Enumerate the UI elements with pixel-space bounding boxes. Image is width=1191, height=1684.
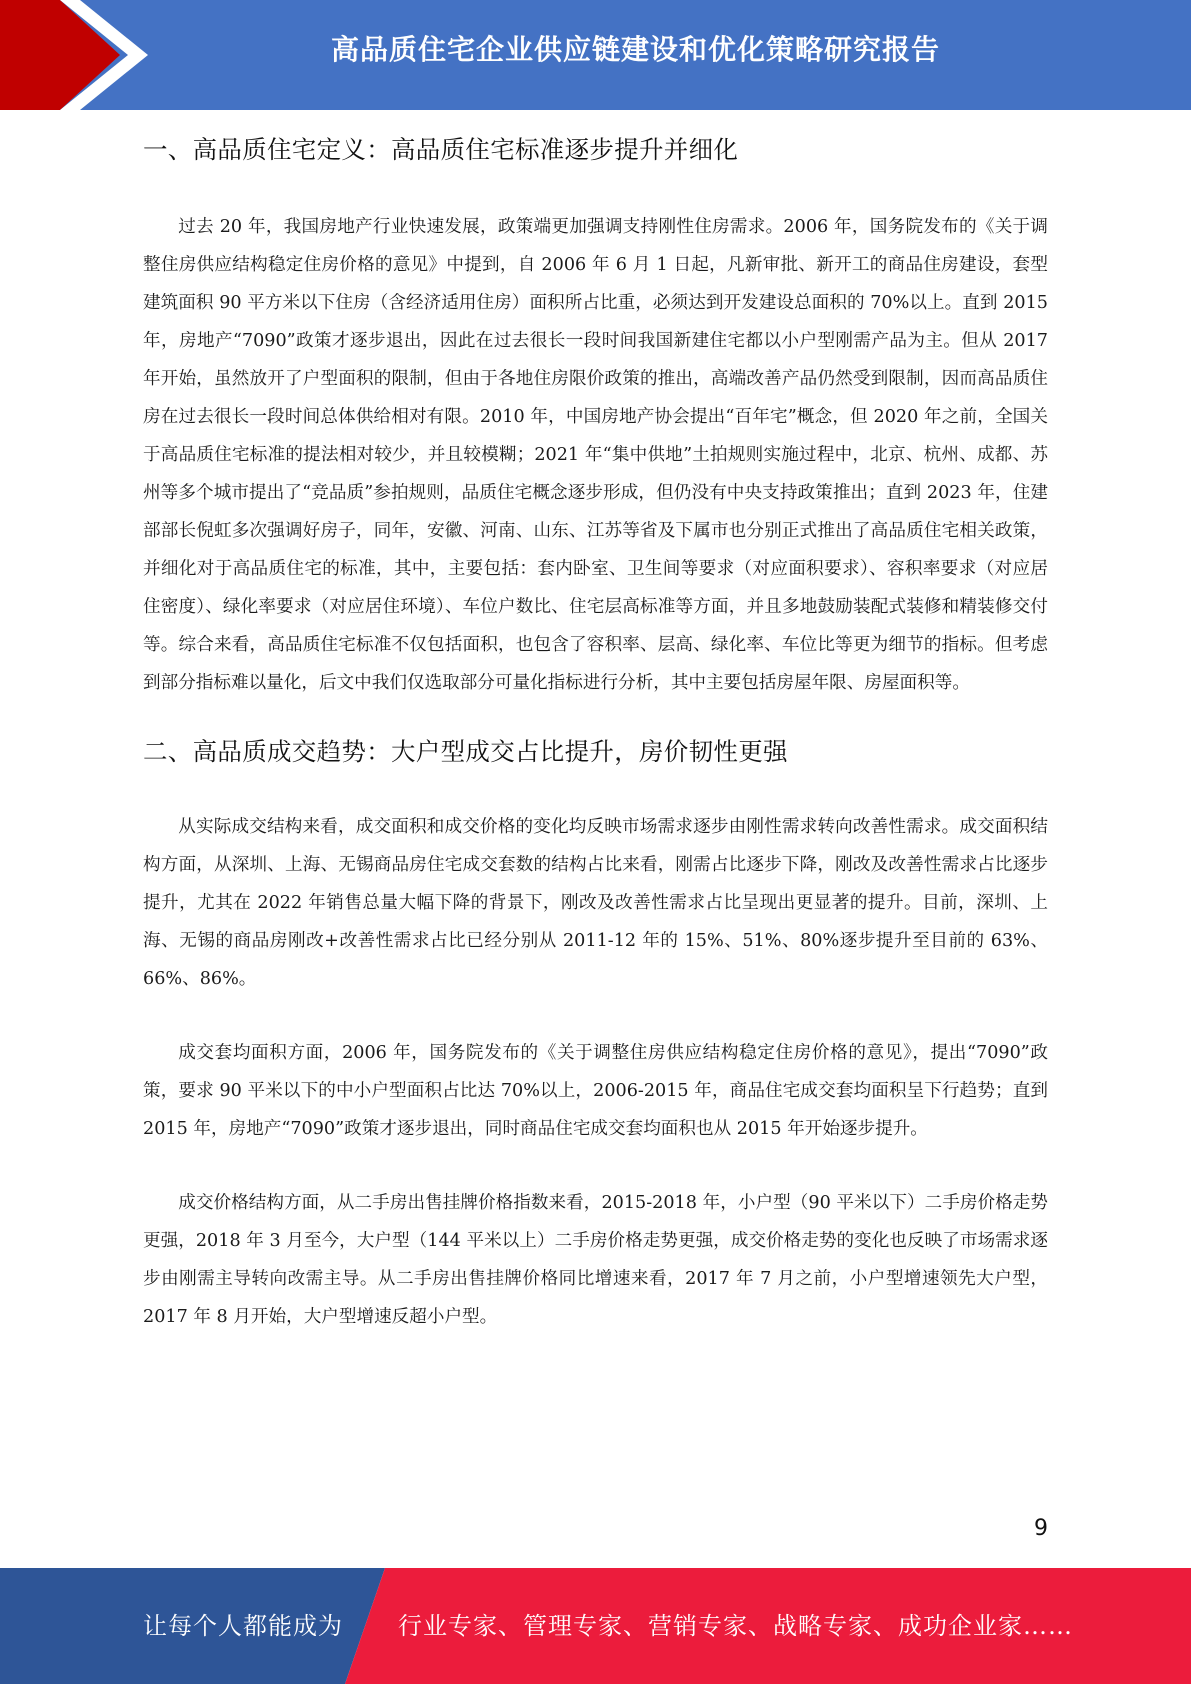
header-chevron-decoration [0,0,160,110]
section-1-paragraph-1: 过去 20 年，我国房地产行业快速发展，政策端更加强调支持刚性住房需求。2006 年，国务院发布的《关于调整住房供应结构稳定住房价格的意见》中提到，自 2006 年 6 月 1 日起，凡新审批、新开工的商品住房建设，套型建筑面积 90 平方米以下住房（含经济适用住房）面积所占比重，必须达到开发建设总面积的 70%以上。直到 2015 年，房地产“7090”政策才逐步退出，因此在过去很长一段时间我国新建住宅都以小户型刚需产品为主。但从 2017 年开始，虽然放开了户型面积的限制，但由于各地住房限价政策的推出，高端改善产品仍然受到限制，因而高品质住房在过去很长一段时间总体供给相对有限。2010 年，中国房地产协会提出“百年宅”概念，但 2020 年之前，全国关于高品质住宅标准的提法相对较少，并且较模糊；2021 年“集中供地”土拍规则实施过程中，北京、杭州、成都、苏州等多个城市提出了“竞品质”参拍规则，品质住宅概念逐步形成，但仍没有中央支持政策推出；直到 2023 年，住建部部长倪虹多次强调好房子，同年，安徽、河南、山东、江苏等省及下属市也分别正式推出了高品质住宅相关政策，并细化对于高品质住宅的标准，其中，主要包括：套内卧室、卫生间等要求（对应面积要求）、容积率要求（对应居住密度）、绿化率要求（对应居住环境）、车位户数比、住宅层高标准等方面，并且多地鼓励装配式装修和精装修交付等。综合来看，高品质住宅标准不仅包括面积，也包含了容积率、层高、绿化率、车位比等更为细节的指标。但考虑到部分指标难以量化，后文中我们仅选取部分可量化指标进行分析，其中主要包括房屋年限、房屋面积等。 [143,217,1048,693]
header-banner [0,0,1191,110]
page-number: 9 [1034,1516,1048,1541]
section-2-paragraph-2: 成交套均面积方面，2006 年，国务院发布的《关于调整住房供应结构稳定住房价格的意见》，提出“7090”政策，要求 90 平米以下的中小户型面积占比达 70%以上，2006-2015 年，商品住宅成交套均面积呈下行趋势；直到 2015 年，房地产“7090”政策才逐步退出，同时商品住宅成交套均面积也从 2015 年开始逐步提升。 [143,1043,1048,1139]
footer-slogan-left: 让每个人都能成为 [143,1612,343,1640]
page-content [143,128,1048,1336]
section-2-paragraph-3: 成交价格结构方面，从二手房出售挂牌价格指数来看，2015-2018 年，小户型（90 平米以下）二手房价格走势更强，2018 年 3 月至今，大户型（144 平米以上）二手房价格走势更强，成交价格走势的变化也反映了市场需求逐步由刚需主导转向改需主导。从二手房出售挂牌价格同比增速来看，2017 年 7 月之前，小户型增速领先大户型，2017 年 8 月开始，大户型增速反超小户型。 [143,1193,1048,1327]
section-heading-2: 二、高品质成交趋势：大户型成交占比提升，房价韧性更强 [143,737,788,766]
section-2-paragraph-1: 从实际成交结构来看，成交面积和成交价格的变化均反映市场需求逐步由刚性需求转向改善性需求。成交面积结构方面，从深圳、上海、无锡商品房住宅成交套数的结构占比来看，刚需占比逐步下降，刚改及改善性需求占比逐步提升，尤其在 2022 年销售总量大幅下降的背景下，刚改及改善性需求占比呈现出更显著的提升。目前，深圳、上海、无锡的商品房刚改+改善性需求占比已经分别从 2011-12 年的 15%、51%、80%逐步提升至目前的 63%、66%、86%。 [143,817,1048,989]
footer-banner [0,1568,1191,1684]
report-title: 高品质住宅企业供应链建设和优化策略研究报告 [330,33,940,66]
footer-slogan-right: 行业专家、管理专家、营销专家、战略专家、成功企业家…… [398,1612,1073,1640]
section-heading-1: 一、高品质住宅定义：高品质住宅标准逐步提升并细化 [143,135,739,164]
